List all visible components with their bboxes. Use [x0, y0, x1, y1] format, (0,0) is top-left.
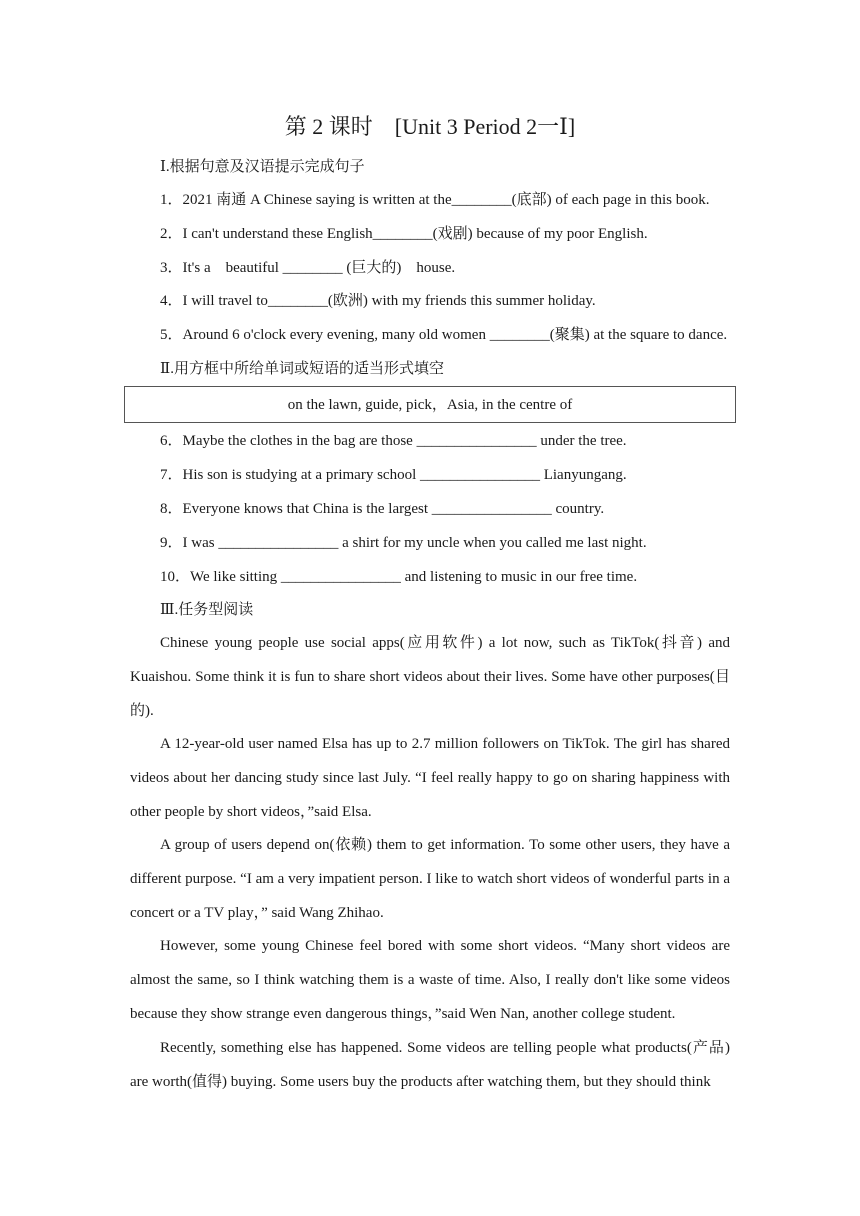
page-title: 第 2 课时 [Unit 3 Period 2一Ⅰ]	[284, 114, 576, 139]
reading-paragraph-5: Recently, something else has happened. Some videos are telling people what products(产品) are worth(值得) buying. Some users buy the products after watching them, but they should think	[130, 1040, 730, 1090]
word-box-text: on the lawn, guide, pick，Asia, in the centre of	[287, 397, 573, 413]
exercise-item-2: 2．I can't understand these English________(戏剧) because of my poor English.	[160, 226, 648, 242]
exercise-item-5: 5．Around 6 o'clock every evening, many old women ________(聚集) at the square to dance.	[160, 327, 728, 343]
exercise-item-10: 10．We like sitting ________________ and listening to music in our free time.	[160, 569, 638, 585]
exercise-item-9: 9．I was ________________ a shirt for my uncle when you called me last night.	[160, 535, 647, 551]
section-2-heading: Ⅱ.用方框中所给单词或短语的适当形式填空	[160, 361, 444, 377]
reading-paragraph-1: Chinese young people use social apps(应用软件) a lot now, such as TikTok(抖音) and Kuaishou. Some think it is fun to share short videos about their lives. Some have other purposes(目的).	[130, 635, 730, 719]
exercise-item-6: 6．Maybe the clothes in the bag are those ________________ under the tree.	[160, 433, 627, 449]
section-3-heading: Ⅲ.任务型阅读	[160, 602, 254, 618]
reading-paragraph-2: A 12-year-old user named Elsa has up to 2.7 million followers on TikTok. The girl has shared videos about her dancing study since last July. “I feel really happy to go on sharing happiness with other people by short videos，”said Elsa.	[130, 736, 730, 820]
word-box	[124, 386, 736, 423]
reading-paragraph-4: However, some young Chinese feel bored with some short videos. “Many short videos are almost the same, so I think watching them is a waste of time. Also, I really don't like some videos because they show strange even dangerous things，”said Wen Nan, another college student.	[130, 938, 730, 1022]
exercise-item-7: 7．His son is studying at a primary school ________________ Lianyungang.	[160, 467, 627, 483]
exercise-item-1: 1．2021 南通 A Chinese saying is written at the________(底部) of each page in this book.	[160, 192, 710, 208]
section-1-heading: Ⅰ.根据句意及汉语提示完成句子	[160, 159, 365, 175]
exercise-item-4: 4．I will travel to________(欧洲) with my friends this summer holiday.	[160, 293, 596, 309]
exercise-item-3: 3．It's a beautiful ________ (巨大的) house.	[160, 260, 456, 276]
reading-paragraph-3: A group of users depend on(依赖) them to get information. To some other users, they have a different purpose. “I am a very impatient person. I like to watch short videos of wonderful parts in a concert or a TV play，” said Wang Zhihao.	[130, 837, 730, 921]
exercise-item-8: 8．Everyone knows that China is the largest ________________ country.	[160, 501, 605, 517]
